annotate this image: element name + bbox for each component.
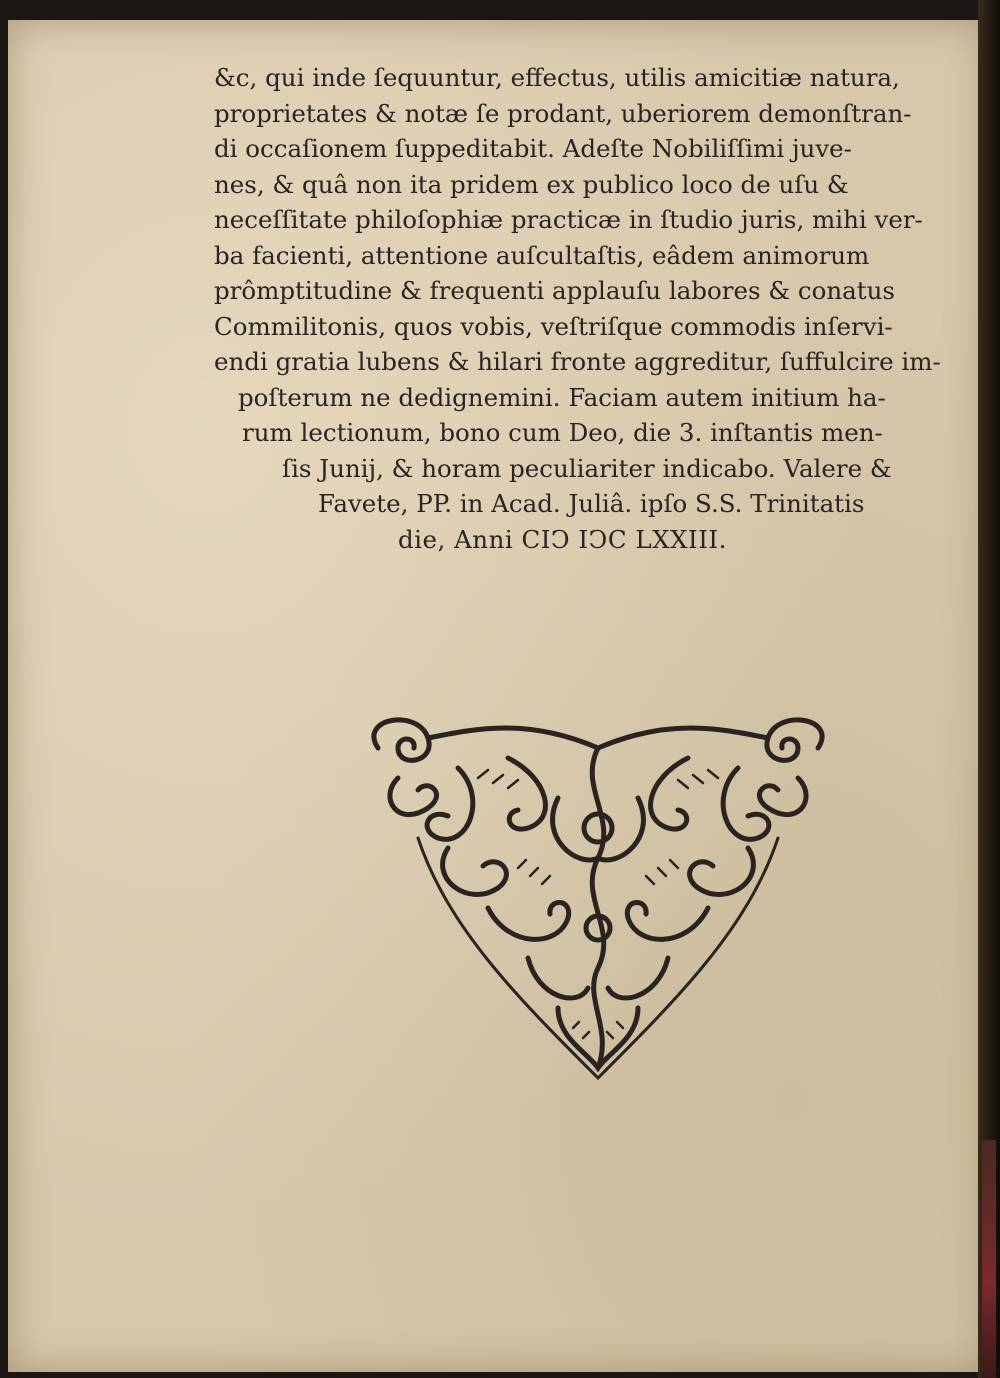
document-page — [8, 20, 986, 1372]
text-line: Favete, PP. in Acad. Juliâ. ipſo S.S. Trinitatis — [318, 489, 865, 518]
text-line: prômptitudine & frequenti applauſu labores & conatus — [214, 276, 895, 305]
text-line: nes, & quâ non ita pridem ex publico loco de uſu & — [214, 169, 849, 199]
text-line: proprietates & notæ ſe prodant, uberiorem demonſtran- — [214, 98, 912, 128]
closing-date-line: die, Anni CIↃ IↃC LXXIII. — [398, 524, 727, 554]
text-line: endi gratia lubens & hilari fronte aggreditur, ſuffulcire im- — [214, 347, 941, 376]
text-line: ſis Junij, & horam peculiariter indicabo. Valere & — [282, 453, 892, 483]
page-edge-stain — [982, 1140, 996, 1378]
text-line: di occaſionem ſuppeditabit. Adeſte Nobiliſſimi juve- — [214, 134, 852, 163]
text-line: rum lectionum, bono cum Deo, die 3. inſtantis men- — [242, 418, 883, 447]
text-line: &c, qui inde ſequuntur, effectus, utilis amicitiæ natura, — [214, 63, 900, 92]
tailpiece-ornament-icon — [358, 708, 838, 1088]
text-line: ba facienti, attentione auſcultaſtis, eâdem animorum — [214, 240, 870, 270]
text-line: neceſſitate philoſophiæ practicæ in ſtudio juris, mihi ver- — [214, 205, 923, 234]
text-line: Commilitonis, quos vobis, veſtriſque commodis inſervi- — [214, 311, 893, 341]
text-line: poſterum ne dedignemini. Faciam autem initium ha- — [238, 382, 886, 412]
body-text — [208, 60, 978, 557]
